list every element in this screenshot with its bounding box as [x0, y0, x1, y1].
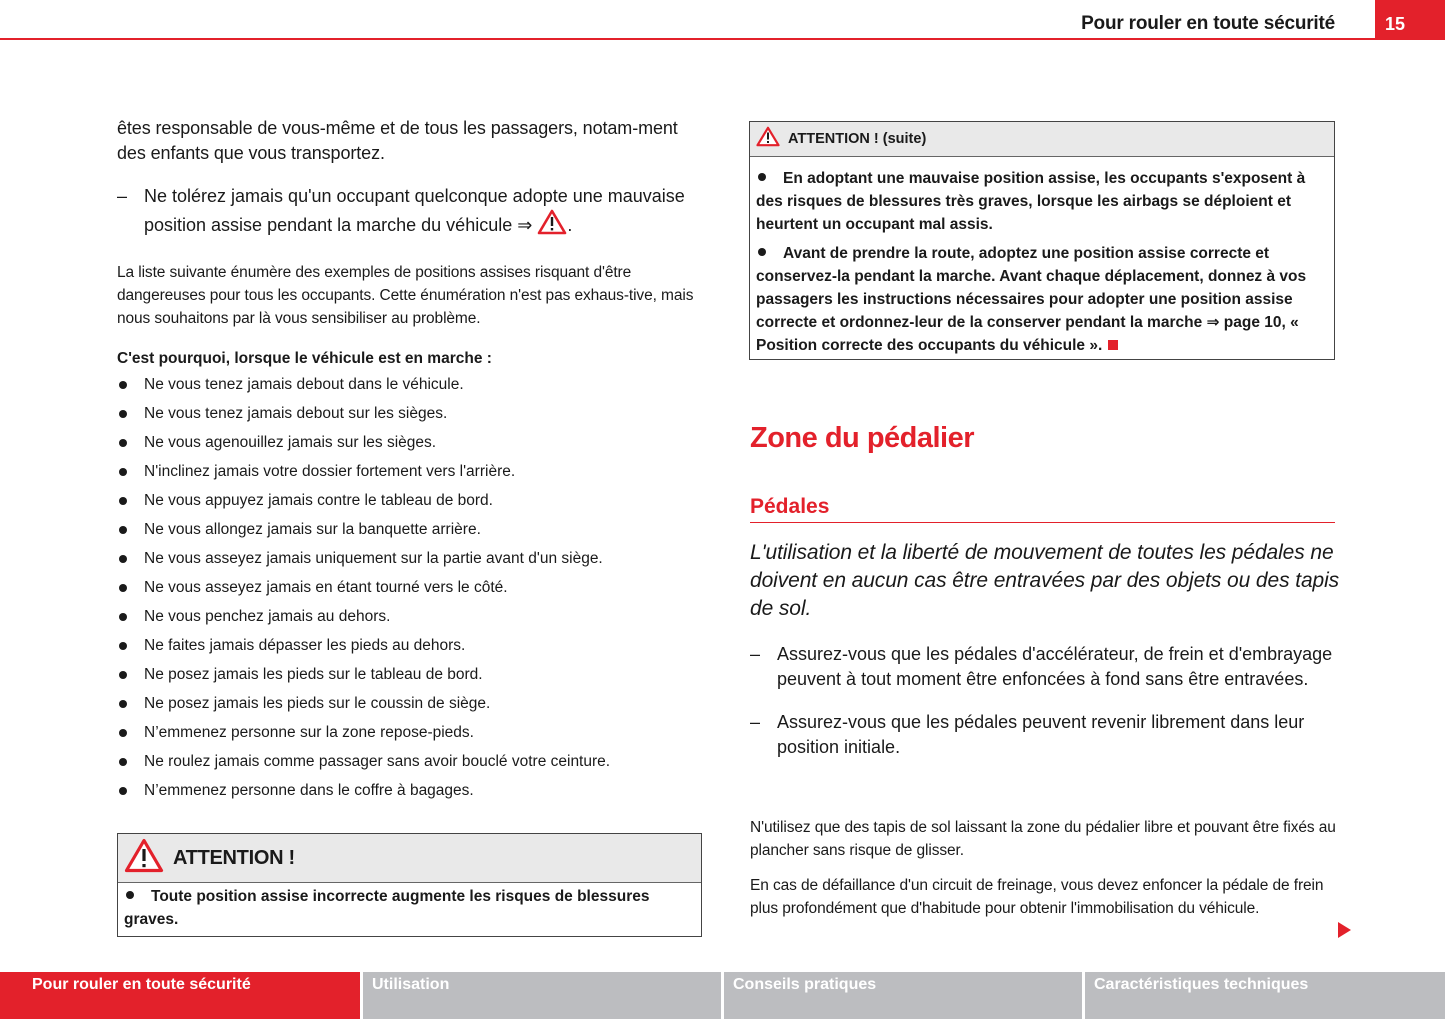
- bullet-icon: [119, 468, 127, 476]
- bullet-icon: [119, 642, 127, 650]
- instruction-item: – Ne tolérez jamais qu'un occupant quelconque adopte une mauvaise position assise pendant la marche du véhicule ⇒ .: [117, 184, 707, 242]
- subsection-title: Pédales: [750, 495, 1335, 523]
- bullet-icon: [126, 891, 134, 899]
- list-item: Ne posez jamais les pieds sur le tableau de bord.: [117, 660, 707, 689]
- lead-paragraph: L'utilisation et la liberté de mouvement de toutes les pédales ne doivent en aucun cas être entravées par des objets ou des tapis de sol.: [750, 541, 1340, 620]
- list-item: Ne vous asseyez jamais uniquement sur la partie avant d'un siège.: [117, 544, 707, 573]
- bullet-icon: [119, 787, 127, 795]
- warning-triangle-icon: [124, 838, 164, 878]
- attention-title: ATTENTION ! (suite): [788, 131, 927, 147]
- instruction-text: Assurez-vous que les pédales peuvent revenir librement dans leur position initiale.: [777, 712, 1305, 757]
- end-of-section-icon: [1108, 340, 1118, 350]
- bullet-icon: [119, 700, 127, 708]
- unsafe-positions-list: [117, 370, 707, 805]
- bullet-icon: [758, 173, 766, 181]
- tab-utilisation[interactable]: Utilisation: [363, 972, 721, 1019]
- list-intro-paragraph: La liste suivante énumère des exemples de positions assises risquant d'être dangereuses pour tous les occupants. Cette énumération n'est pas exhaus-tive, mais nous souhaitons par là vous sensibiliser au problème.: [117, 264, 694, 327]
- dash-marker: –: [750, 644, 761, 664]
- pedal-instructions: [750, 642, 1340, 760]
- left-column: [117, 116, 707, 805]
- attention-title: ATTENTION !: [173, 846, 295, 869]
- attention-header: [750, 122, 1334, 157]
- list-item: Ne vous allongez jamais sur la banquette arrière.: [117, 515, 707, 544]
- bullet-icon: [119, 584, 127, 592]
- chapter-tabs: [0, 972, 1445, 1019]
- attention-header: [118, 834, 701, 883]
- intro-paragraph: êtes responsable de vous-même et de tous les passagers, notam-ment des enfants que vous transportez.: [117, 118, 678, 163]
- bullet-icon: [119, 613, 127, 621]
- instruction-item: [750, 710, 1340, 760]
- triangle-right-icon[interactable]: [1338, 922, 1351, 938]
- instruction-item: [750, 642, 1340, 692]
- dash-marker: –: [750, 712, 761, 732]
- page-number-box: [1375, 0, 1445, 40]
- bullet-icon: [119, 671, 127, 679]
- bullet-icon: [119, 381, 127, 389]
- attention-box: [117, 833, 702, 937]
- instruction-text: Assurez-vous que les pédales d'accélérateur, de frein et d'embrayage peuvent à tout moment être enfoncées à fond sans être entravées.: [777, 644, 1333, 689]
- dash-marker: –: [117, 186, 128, 206]
- tab-conseils-pratiques[interactable]: Conseils pratiques: [724, 972, 1082, 1019]
- list-item: N'inclinez jamais votre dossier fortement vers l'arrière.: [117, 457, 707, 486]
- warning-triangle-icon[interactable]: [537, 209, 567, 242]
- bullet-icon: [119, 729, 127, 737]
- attention-body: [118, 883, 701, 936]
- section-title: Zone du pédalier: [750, 422, 975, 454]
- page-number: 15: [1385, 14, 1406, 34]
- list-item: Ne roulez jamais comme passager sans avoir bouclé votre ceinture.: [117, 747, 707, 776]
- list-item: Ne faites jamais dépasser les pieds au dehors.: [117, 631, 707, 660]
- list-item: N’emmenez personne sur la zone repose-pieds.: [117, 718, 707, 747]
- tab-caracteristiques-techniques[interactable]: Caractéristiques techniques: [1085, 972, 1445, 1019]
- bullet-icon: [119, 526, 127, 534]
- attention-item: Avant de prendre la route, adoptez une position assise correcte et conservez-la pendant la marche. Avant chaque déplacement, donnez à vos passagers les instructions nécessaires pour adopter une position assise correcte et ordonnez-leur de la conserver pendant la marche ⇒ page 10, « Position correcte des occupants du véhicule ».: [756, 245, 1307, 354]
- header-rule: [0, 38, 1375, 40]
- warning-triangle-icon: [756, 126, 780, 152]
- list-heading: C'est pourquoi, lorsque le véhicule est en marche :: [117, 350, 492, 367]
- list-item: N’emmenez personne dans le coffre à bagages.: [117, 776, 707, 805]
- list-item: Ne vous penchez jamais au dehors.: [117, 602, 707, 631]
- attention-item: Toute position assise incorrecte augmente les risques de blessures graves.: [124, 888, 650, 928]
- bullet-icon: [758, 248, 766, 256]
- tab-pour-rouler-en-toute-securite[interactable]: Pour rouler en toute sécurité: [0, 972, 360, 1019]
- list-item: Ne posez jamais les pieds sur le coussin de siège.: [117, 689, 707, 718]
- note-paragraph: N'utilisez que des tapis de sol laissant la zone du pédalier libre et pouvant être fixés au plancher sans risque de glisser.: [750, 819, 1336, 859]
- bullet-icon: [119, 555, 127, 563]
- note-paragraph: En cas de défaillance d'un circuit de freinage, vous devez enfoncer la pédale de frein plus profondément que d'habitude pour obtenir l'immobilisation du véhicule.: [750, 877, 1324, 917]
- bullet-icon: [119, 410, 127, 418]
- list-item: Ne vous tenez jamais debout dans le véhicule.: [117, 370, 707, 399]
- list-item: Ne vous agenouillez jamais sur les sièges.: [117, 428, 707, 457]
- pedal-notes: [750, 816, 1340, 920]
- list-item: Ne vous tenez jamais debout sur les sièges.: [117, 399, 707, 428]
- bullet-icon: [119, 497, 127, 505]
- attention-body: [750, 157, 1334, 359]
- instruction-text: Ne tolérez jamais qu'un occupant quelconque adopte une mauvaise position assise pendant la marche du véhicule ⇒: [144, 186, 685, 235]
- attention-item: En adoptant une mauvaise position assise, les occupants s'exposent à des risques de blessures très graves, lorsque les airbags se déploient et heurtent un occupant mal assis.: [756, 170, 1306, 233]
- list-item: Ne vous asseyez jamais en étant tourné vers le côté.: [117, 573, 707, 602]
- list-item: Ne vous appuyez jamais contre le tableau de bord.: [117, 486, 707, 515]
- bullet-icon: [119, 439, 127, 447]
- running-header-title: Pour rouler en toute sécurité: [1081, 13, 1335, 34]
- bullet-icon: [119, 758, 127, 766]
- attention-continued-box: [749, 121, 1335, 360]
